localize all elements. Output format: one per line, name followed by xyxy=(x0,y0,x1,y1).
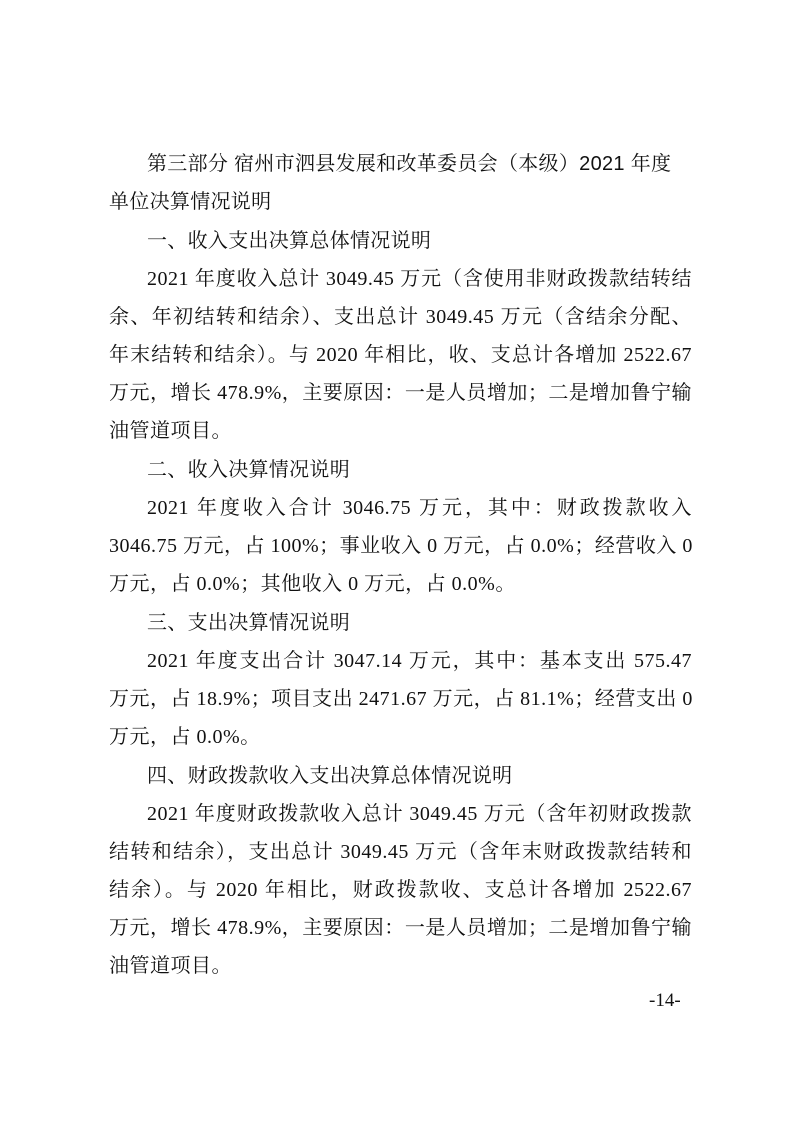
section-1-paragraph-line: 2021 年度收入总计 3049.45 万元（含使用非财政拨款结转结 xyxy=(147,268,692,290)
section-3-paragraph-line: 万元，占 0.0%。 xyxy=(109,726,261,748)
section-1-heading: 一、收入支出决算总体情况说明 xyxy=(147,230,432,252)
section-1-paragraph-line: 年末结转和结余）。与 2020 年相比，收、支总计各增加 2522.67 xyxy=(109,344,692,366)
section-4-paragraph-line: 结转和结余），支出总计 3049.45 万元（含年末财政拨款结转和 xyxy=(109,841,692,863)
document-title-line-1: 第三部分 宿州市泗县发展和改革委员会（本级）2021 年度 xyxy=(147,153,672,175)
section-2-paragraph-line: 3046.75 万元，占 100%；事业收入 0 万元，占 0.0%；经营收入 0 xyxy=(109,535,693,557)
section-2-paragraph-line: 万元，占 0.0%；其他收入 0 万元，占 0.0%。 xyxy=(109,573,516,595)
section-2-heading: 二、收入决算情况说明 xyxy=(147,459,350,481)
section-1-paragraph-line: 万元，增长 478.9%，主要原因：一是人员增加；二是增加鲁宁输 xyxy=(109,382,692,404)
section-4-paragraph-line: 2021 年度财政拨款收入总计 3049.45 万元（含年初财政拨款 xyxy=(147,803,692,825)
section-4-heading: 四、财政拨款收入支出决算总体情况说明 xyxy=(147,765,513,787)
section-3-paragraph-line: 2021 年度支出合计 3047.14 万元，其中：基本支出 575.47 xyxy=(147,650,692,672)
section-2-paragraph-line: 2021 年度收入合计 3046.75 万元，其中：财政拨款收入 xyxy=(147,497,692,519)
section-3-paragraph-line: 万元，占 18.9%；项目支出 2471.67 万元，占 81.1%；经营支出 0 xyxy=(109,688,693,710)
section-4-paragraph-line: 油管道项目。 xyxy=(109,955,232,977)
section-4-paragraph-line: 结余）。与 2020 年相比，财政拨款收、支总计各增加 2522.67 xyxy=(109,879,692,901)
page-number: -14- xyxy=(649,990,681,1011)
document-title-line-2: 单位决算情况说明 xyxy=(109,191,272,213)
section-1-paragraph-line: 油管道项目。 xyxy=(109,420,232,442)
section-4-paragraph-line: 万元，增长 478.9%，主要原因：一是人员增加；二是增加鲁宁输 xyxy=(109,917,692,939)
section-3-heading: 三、支出决算情况说明 xyxy=(147,612,350,634)
section-1-paragraph-line: 余、年初结转和结余）、支出总计 3049.45 万元（含结余分配、 xyxy=(109,306,692,328)
